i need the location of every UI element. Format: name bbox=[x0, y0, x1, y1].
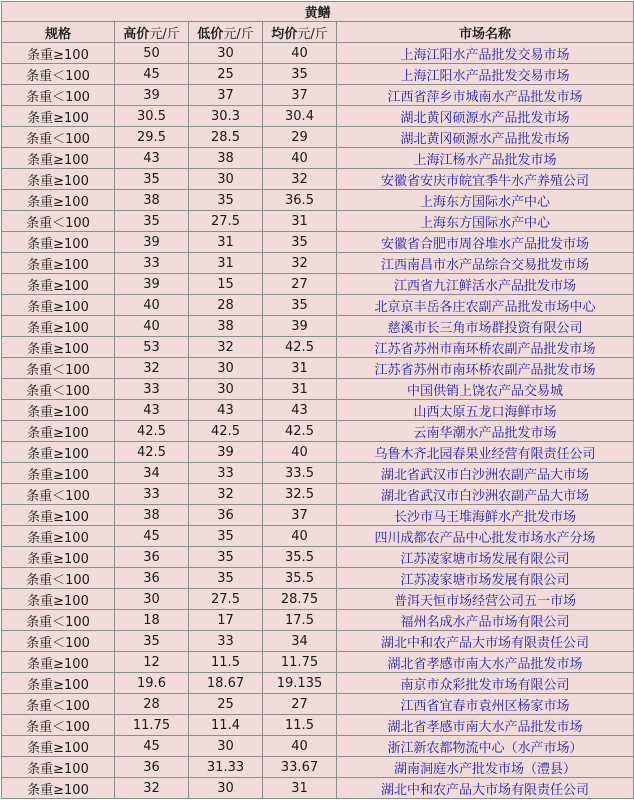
cell-high-price: 33 bbox=[115, 253, 189, 274]
cell-spec: 条重≥100 bbox=[2, 547, 115, 568]
cell-high-price: 35 bbox=[115, 211, 189, 232]
cell-spec: 条重＜100 bbox=[2, 610, 115, 631]
table-row bbox=[2, 736, 634, 757]
cell-spec: 条重＜100 bbox=[2, 484, 115, 505]
cell-avg-price: 28.75 bbox=[263, 589, 337, 610]
table-row bbox=[2, 505, 634, 526]
cell-high-price: 30.5 bbox=[115, 106, 189, 127]
cell-market: 云南华潮水产品批发市场 bbox=[337, 421, 634, 442]
cell-market: 四川成都农产品中心批发市场水产分场 bbox=[337, 526, 634, 547]
cell-high-price: 36 bbox=[115, 568, 189, 589]
table-row bbox=[2, 463, 634, 484]
header-avg-price bbox=[263, 22, 337, 43]
cell-spec: 条重≥100 bbox=[2, 505, 115, 526]
cell-spec: 条重≥100 bbox=[2, 148, 115, 169]
cell-high-price: 34 bbox=[115, 463, 189, 484]
cell-avg-price: 31 bbox=[263, 778, 337, 799]
cell-market: 湖北省孝感市南大水产品批发市场 bbox=[337, 652, 634, 673]
cell-market: 长沙市马王堆海鲜水产批发市场 bbox=[337, 505, 634, 526]
table-title: 黄鳝 bbox=[2, 2, 634, 22]
cell-avg-price: 19.135 bbox=[263, 673, 337, 694]
table-row bbox=[2, 127, 634, 148]
header-spec: 规格 bbox=[2, 22, 115, 43]
table-row bbox=[2, 589, 634, 610]
cell-high-price: 19.6 bbox=[115, 673, 189, 694]
cell-low-price: 30 bbox=[189, 358, 263, 379]
cell-low-price: 35 bbox=[189, 190, 263, 211]
cell-low-price: 30.3 bbox=[189, 106, 263, 127]
cell-avg-price: 37 bbox=[263, 505, 337, 526]
table-row bbox=[2, 148, 634, 169]
cell-low-price: 43 bbox=[189, 400, 263, 421]
cell-spec: 条重＜100 bbox=[2, 211, 115, 232]
table-row bbox=[2, 253, 634, 274]
cell-avg-price: 11.5 bbox=[263, 715, 337, 736]
cell-low-price: 33 bbox=[189, 463, 263, 484]
cell-avg-price: 39 bbox=[263, 316, 337, 337]
cell-low-price: 39 bbox=[189, 442, 263, 463]
cell-avg-price: 42.5 bbox=[263, 337, 337, 358]
cell-low-price: 11.4 bbox=[189, 715, 263, 736]
cell-low-price: 31 bbox=[189, 232, 263, 253]
cell-low-price: 28 bbox=[189, 295, 263, 316]
cell-low-price: 33 bbox=[189, 631, 263, 652]
cell-avg-price: 32 bbox=[263, 253, 337, 274]
cell-avg-price: 35.5 bbox=[263, 547, 337, 568]
header-avg-label: 均价 bbox=[271, 26, 298, 42]
cell-high-price: 43 bbox=[115, 148, 189, 169]
cell-market: 江西南昌市水产品综合交易批发市场 bbox=[337, 253, 634, 274]
cell-spec: 条重≥100 bbox=[2, 295, 115, 316]
cell-high-price: 36 bbox=[115, 547, 189, 568]
cell-avg-price: 40 bbox=[263, 526, 337, 547]
table-row bbox=[2, 358, 634, 379]
cell-avg-price: 31 bbox=[263, 379, 337, 400]
cell-avg-price: 35.5 bbox=[263, 568, 337, 589]
cell-spec: 条重＜100 bbox=[2, 127, 115, 148]
table-row bbox=[2, 232, 634, 253]
cell-high-price: 36 bbox=[115, 757, 189, 778]
cell-low-price: 11.5 bbox=[189, 652, 263, 673]
table-row bbox=[2, 379, 634, 400]
cell-high-price: 32 bbox=[115, 778, 189, 799]
header-low-price bbox=[189, 22, 263, 43]
cell-low-price: 17 bbox=[189, 610, 263, 631]
cell-market: 湖北中和农产品大市场有限责任公司 bbox=[337, 778, 634, 799]
table-row bbox=[2, 169, 634, 190]
cell-spec: 条重≥100 bbox=[2, 232, 115, 253]
table-row bbox=[2, 631, 634, 652]
cell-high-price: 38 bbox=[115, 190, 189, 211]
cell-market: 上海东方国际水产中心 bbox=[337, 190, 634, 211]
cell-high-price: 28 bbox=[115, 694, 189, 715]
cell-high-price: 42.5 bbox=[115, 442, 189, 463]
cell-high-price: 33 bbox=[115, 484, 189, 505]
cell-avg-price: 17.5 bbox=[263, 610, 337, 631]
cell-market: 湖南洞庭水产批发市场（澧县） bbox=[337, 757, 634, 778]
cell-spec: 条重＜100 bbox=[2, 715, 115, 736]
cell-avg-price: 40 bbox=[263, 442, 337, 463]
header-low-label: 低价 bbox=[197, 26, 224, 42]
table-row bbox=[2, 316, 634, 337]
cell-high-price: 40 bbox=[115, 316, 189, 337]
header-low-unit: 元/斤 bbox=[223, 26, 254, 42]
table-row bbox=[2, 568, 634, 589]
table-row bbox=[2, 715, 634, 736]
cell-spec: 条重≥100 bbox=[2, 421, 115, 442]
cell-avg-price: 37 bbox=[263, 85, 337, 106]
cell-spec: 条重≥100 bbox=[2, 526, 115, 547]
cell-avg-price: 29 bbox=[263, 127, 337, 148]
cell-market: 安徽省安庆市皖宜季牛水产养殖公司 bbox=[337, 169, 634, 190]
cell-low-price: 31.33 bbox=[189, 757, 263, 778]
cell-spec: 条重≥100 bbox=[2, 106, 115, 127]
table-header-row bbox=[2, 22, 634, 43]
table-title-row bbox=[2, 2, 634, 22]
cell-low-price: 15 bbox=[189, 274, 263, 295]
cell-market: 湖北黄冈硕源水产品批发市场 bbox=[337, 127, 634, 148]
cell-avg-price: 32 bbox=[263, 169, 337, 190]
cell-market: 湖北省武汉市白沙洲农副产品大市场 bbox=[337, 463, 634, 484]
table-row bbox=[2, 400, 634, 421]
cell-market: 福州名成水产品市场有限公司 bbox=[337, 610, 634, 631]
cell-market: 北京京丰岳各庄农副产品批发市场中心 bbox=[337, 295, 634, 316]
cell-avg-price: 31 bbox=[263, 211, 337, 232]
cell-high-price: 43 bbox=[115, 400, 189, 421]
cell-avg-price: 30.4 bbox=[263, 106, 337, 127]
cell-high-price: 40 bbox=[115, 295, 189, 316]
cell-spec: 条重≥100 bbox=[2, 652, 115, 673]
table-row bbox=[2, 778, 634, 799]
cell-avg-price: 34 bbox=[263, 631, 337, 652]
cell-market: 江西省九江鲜活水产品批发市场 bbox=[337, 274, 634, 295]
table-row bbox=[2, 64, 634, 85]
cell-market: 湖北省武汉市白沙洲农副产品大市场 bbox=[337, 484, 634, 505]
header-high-unit: 元/斤 bbox=[149, 26, 180, 42]
cell-market: 江苏省苏州市南环桥农副产品批发市场 bbox=[337, 358, 634, 379]
cell-high-price: 45 bbox=[115, 526, 189, 547]
cell-spec: 条重≥100 bbox=[2, 43, 115, 64]
cell-market: 江西省宜春市袁州区杨家市场 bbox=[337, 694, 634, 715]
cell-low-price: 42.5 bbox=[189, 421, 263, 442]
cell-avg-price: 35 bbox=[263, 64, 337, 85]
cell-spec: 条重＜100 bbox=[2, 379, 115, 400]
cell-spec: 条重＜100 bbox=[2, 631, 115, 652]
table-row bbox=[2, 673, 634, 694]
cell-high-price: 38 bbox=[115, 505, 189, 526]
cell-market: 乌鲁木齐北园春果业经营有限责任公司 bbox=[337, 442, 634, 463]
cell-high-price: 39 bbox=[115, 232, 189, 253]
cell-market: 江西省萍乡市城南水产品批发市场 bbox=[337, 85, 634, 106]
cell-low-price: 30 bbox=[189, 43, 263, 64]
cell-avg-price: 32.5 bbox=[263, 484, 337, 505]
table-row bbox=[2, 421, 634, 442]
cell-spec: 条重≥100 bbox=[2, 778, 115, 799]
cell-low-price: 18.67 bbox=[189, 673, 263, 694]
cell-market: 中国供销上饶农产品交易城 bbox=[337, 379, 634, 400]
cell-high-price: 39 bbox=[115, 274, 189, 295]
cell-market: 江苏省苏州市南环桥农副产品批发市场 bbox=[337, 337, 634, 358]
cell-low-price: 30 bbox=[189, 778, 263, 799]
cell-low-price: 27.5 bbox=[189, 211, 263, 232]
table-row bbox=[2, 694, 634, 715]
cell-market: 湖北中和农产品大市场有限责任公司 bbox=[337, 631, 634, 652]
cell-low-price: 30 bbox=[189, 736, 263, 757]
cell-low-price: 25 bbox=[189, 64, 263, 85]
cell-spec: 条重＜100 bbox=[2, 568, 115, 589]
cell-high-price: 11.75 bbox=[115, 715, 189, 736]
cell-high-price: 53 bbox=[115, 337, 189, 358]
cell-spec: 条重≥100 bbox=[2, 253, 115, 274]
cell-market: 安徽省合肥市周谷堆水产品批发市场 bbox=[337, 232, 634, 253]
cell-avg-price: 35 bbox=[263, 232, 337, 253]
cell-avg-price: 40 bbox=[263, 148, 337, 169]
cell-low-price: 32 bbox=[189, 484, 263, 505]
cell-market: 上海江阳水产品批发交易市场 bbox=[337, 43, 634, 64]
cell-market: 南京市众彩批发市场有限公司 bbox=[337, 673, 634, 694]
table-row bbox=[2, 43, 634, 64]
cell-spec: 条重＜100 bbox=[2, 85, 115, 106]
cell-spec: 条重＜100 bbox=[2, 64, 115, 85]
cell-avg-price: 42.5 bbox=[263, 421, 337, 442]
cell-avg-price: 11.75 bbox=[263, 652, 337, 673]
cell-market: 江苏凌家塘市场发展有限公司 bbox=[337, 547, 634, 568]
cell-low-price: 38 bbox=[189, 316, 263, 337]
header-avg-unit: 元/斤 bbox=[297, 26, 328, 42]
cell-low-price: 35 bbox=[189, 568, 263, 589]
cell-low-price: 35 bbox=[189, 526, 263, 547]
cell-low-price: 30 bbox=[189, 379, 263, 400]
cell-low-price: 36 bbox=[189, 505, 263, 526]
price-table bbox=[1, 1, 634, 799]
cell-high-price: 45 bbox=[115, 64, 189, 85]
cell-spec: 条重≥100 bbox=[2, 463, 115, 484]
cell-low-price: 31 bbox=[189, 253, 263, 274]
cell-avg-price: 27 bbox=[263, 694, 337, 715]
cell-high-price: 35 bbox=[115, 631, 189, 652]
header-high-label: 高价 bbox=[123, 26, 150, 42]
table-row bbox=[2, 337, 634, 358]
cell-low-price: 25 bbox=[189, 694, 263, 715]
cell-avg-price: 33.67 bbox=[263, 757, 337, 778]
cell-market: 上海江阳水产品批发交易市场 bbox=[337, 64, 634, 85]
cell-high-price: 30 bbox=[115, 589, 189, 610]
cell-spec: 条重＜100 bbox=[2, 358, 115, 379]
cell-market: 江苏凌家塘市场发展有限公司 bbox=[337, 568, 634, 589]
table-row bbox=[2, 526, 634, 547]
header-high-price bbox=[115, 22, 189, 43]
cell-spec: 条重≥100 bbox=[2, 337, 115, 358]
cell-market: 慈溪市长三角市场群投资有限公司 bbox=[337, 316, 634, 337]
cell-market: 山西太原五龙口海鲜市场 bbox=[337, 400, 634, 421]
cell-spec: 条重≥100 bbox=[2, 442, 115, 463]
cell-avg-price: 33.5 bbox=[263, 463, 337, 484]
table-row bbox=[2, 190, 634, 211]
cell-spec: 条重≥100 bbox=[2, 169, 115, 190]
cell-high-price: 18 bbox=[115, 610, 189, 631]
header-market: 市场名称 bbox=[337, 22, 634, 43]
cell-market: 湖北黄冈硕源水产品批发市场 bbox=[337, 106, 634, 127]
table-row bbox=[2, 85, 634, 106]
cell-high-price: 50 bbox=[115, 43, 189, 64]
cell-avg-price: 31 bbox=[263, 358, 337, 379]
cell-high-price: 29.5 bbox=[115, 127, 189, 148]
cell-high-price: 35 bbox=[115, 169, 189, 190]
cell-low-price: 37 bbox=[189, 85, 263, 106]
cell-spec: 条重＜100 bbox=[2, 694, 115, 715]
table-row bbox=[2, 442, 634, 463]
cell-low-price: 35 bbox=[189, 547, 263, 568]
cell-market: 上海江杨水产品批发市场 bbox=[337, 148, 634, 169]
cell-avg-price: 35 bbox=[263, 295, 337, 316]
cell-spec: 条重≥100 bbox=[2, 190, 115, 211]
cell-market: 浙江新农都物流中心（水产市场） bbox=[337, 736, 634, 757]
cell-avg-price: 40 bbox=[263, 736, 337, 757]
cell-high-price: 39 bbox=[115, 85, 189, 106]
cell-avg-price: 43 bbox=[263, 400, 337, 421]
table-row bbox=[2, 610, 634, 631]
cell-avg-price: 36.5 bbox=[263, 190, 337, 211]
table-row bbox=[2, 274, 634, 295]
table-row bbox=[2, 295, 634, 316]
cell-high-price: 42.5 bbox=[115, 421, 189, 442]
cell-spec: 条重≥100 bbox=[2, 589, 115, 610]
cell-spec: 条重≥100 bbox=[2, 400, 115, 421]
cell-low-price: 38 bbox=[189, 148, 263, 169]
cell-high-price: 32 bbox=[115, 358, 189, 379]
cell-market: 湖北省孝感市南大水产品批发市场 bbox=[337, 715, 634, 736]
table-row bbox=[2, 484, 634, 505]
cell-spec: 条重≥100 bbox=[2, 316, 115, 337]
table-row bbox=[2, 547, 634, 568]
cell-low-price: 27.5 bbox=[189, 589, 263, 610]
cell-spec: 条重≥100 bbox=[2, 274, 115, 295]
cell-market: 普洱天恒市场经营公司五一市场 bbox=[337, 589, 634, 610]
cell-spec: 条重≥100 bbox=[2, 757, 115, 778]
table-row bbox=[2, 211, 634, 232]
cell-high-price: 12 bbox=[115, 652, 189, 673]
cell-low-price: 32 bbox=[189, 337, 263, 358]
cell-avg-price: 27 bbox=[263, 274, 337, 295]
cell-low-price: 28.5 bbox=[189, 127, 263, 148]
cell-avg-price: 40 bbox=[263, 43, 337, 64]
table-row bbox=[2, 652, 634, 673]
cell-spec: 条重≥100 bbox=[2, 673, 115, 694]
cell-market: 上海东方国际水产中心 bbox=[337, 211, 634, 232]
cell-high-price: 33 bbox=[115, 379, 189, 400]
table-row bbox=[2, 757, 634, 778]
table-row bbox=[2, 106, 634, 127]
cell-low-price: 30 bbox=[189, 169, 263, 190]
cell-high-price: 45 bbox=[115, 736, 189, 757]
cell-spec: 条重≥100 bbox=[2, 736, 115, 757]
